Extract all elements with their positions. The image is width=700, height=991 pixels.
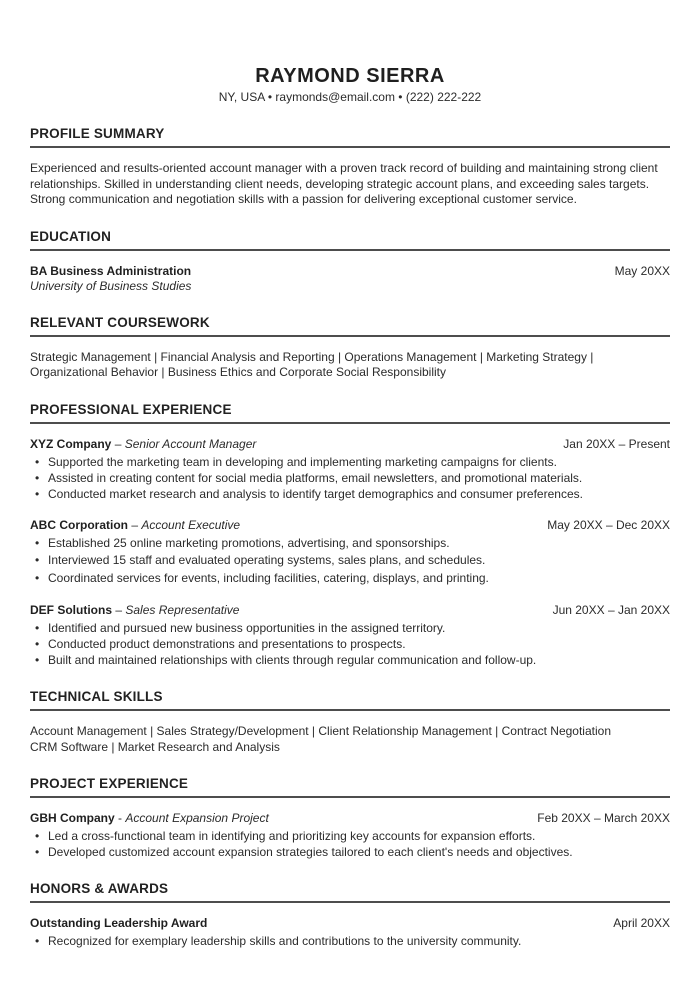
skills-heading: TECHNICAL SKILLS bbox=[30, 689, 670, 711]
bullet-item: • Identified and pursued new business opportunities in the assigned territory. bbox=[30, 620, 670, 636]
section-coursework bbox=[30, 315, 670, 381]
profile-summary-heading: PROFILE SUMMARY bbox=[30, 126, 670, 148]
award-entry bbox=[30, 916, 670, 949]
section-skills bbox=[30, 689, 670, 755]
separator: - bbox=[118, 811, 123, 825]
job-title: Sales Representative bbox=[125, 603, 240, 617]
job-date: May 20XX – Dec 20XX bbox=[547, 517, 670, 532]
company-name: ABC Corporation bbox=[30, 517, 128, 532]
bullet-item: • Assisted in creating content for social media platforms, email newsletters, and promotional materials. bbox=[30, 470, 670, 486]
contact-line: NY, USA • raymonds@email.com • (222) 222-222 bbox=[218, 90, 482, 104]
degree-name: BA Business Administration bbox=[30, 263, 192, 278]
section-experience bbox=[30, 402, 670, 669]
project-bullets bbox=[30, 828, 670, 860]
job-date: Jan 20XX – Present bbox=[563, 436, 670, 451]
honors-heading: HONORS & AWARDS bbox=[30, 881, 670, 903]
project-title: Account Expansion Project bbox=[125, 811, 269, 825]
education-entry bbox=[30, 264, 670, 294]
coursework-line: Organizational Behavior | Business Ethics and Corporate Social Responsibility bbox=[30, 365, 446, 379]
job-title: Account Executive bbox=[141, 517, 241, 532]
bullet-item: • Coordinated services for events, including facilities, catering, displays, and printing. bbox=[30, 570, 670, 588]
bullet-item: • Developed customized account expansion strategies tailored to each client's needs and objectives. bbox=[30, 844, 670, 860]
separator: – bbox=[115, 603, 123, 617]
job-entry bbox=[30, 603, 670, 668]
company-name: XYZ Company bbox=[30, 436, 112, 451]
job-entry bbox=[30, 518, 670, 588]
award-name: Outstanding Leadership Award bbox=[30, 916, 208, 930]
education-heading: EDUCATION bbox=[30, 229, 670, 251]
bullet-item: • Built and maintained relationships with clients through regular communication and follow-up. bbox=[30, 652, 670, 668]
projects-heading: PROJECT EXPERIENCE bbox=[30, 776, 670, 798]
experience-heading: PROFESSIONAL EXPERIENCE bbox=[30, 402, 670, 424]
education-date: May 20XX bbox=[614, 263, 670, 278]
job-bullets bbox=[30, 620, 670, 668]
bullet-item: • Established 25 online marketing promotions, advertising, and sponsorships. bbox=[30, 535, 670, 553]
resume-header bbox=[30, 64, 670, 105]
coursework-line: Strategic Management | Financial Analysis and Reporting | Operations Management | Marketing Strategy | bbox=[30, 349, 594, 364]
candidate-name: RAYMOND SIERRA bbox=[255, 65, 445, 87]
bullet-item: • Conducted product demonstrations and presentations to prospects. bbox=[30, 636, 670, 652]
project-company: GBH Company bbox=[30, 811, 115, 825]
job-title: Senior Account Manager bbox=[124, 436, 257, 451]
section-projects bbox=[30, 776, 670, 860]
award-bullets bbox=[30, 933, 670, 949]
bullet-item: • Recognized for exemplary leadership skills and contributions to the university community. bbox=[30, 933, 670, 949]
job-bullets bbox=[30, 454, 670, 502]
separator: – bbox=[114, 436, 122, 451]
project-entry bbox=[30, 811, 670, 860]
job-bullets bbox=[30, 535, 670, 588]
section-education bbox=[30, 229, 670, 294]
job-date: Jun 20XX – Jan 20XX bbox=[552, 603, 670, 617]
bullet-item: • Conducted market research and analysis to identify target demographics and consumer preferences. bbox=[30, 486, 670, 502]
award-date: April 20XX bbox=[613, 916, 670, 930]
school-name: University of Business Studies bbox=[30, 278, 192, 293]
company-name: DEF Solutions bbox=[30, 603, 112, 617]
skills-line: CRM Software | Market Research and Analysis bbox=[30, 739, 280, 754]
section-honors bbox=[30, 881, 670, 949]
separator: – bbox=[131, 517, 139, 532]
job-entry bbox=[30, 437, 670, 502]
bullet-item: • Interviewed 15 staff and evaluated operating systems, sales plans, and schedules. bbox=[30, 552, 670, 570]
bullet-item: • Supported the marketing team in developing and implementing marketing campaigns for clients. bbox=[30, 454, 670, 470]
skills-line: Account Management | Sales Strategy/Development | Client Relationship Management | Contract Negotiation bbox=[30, 724, 611, 738]
profile-summary-text: Experienced and results-oriented account manager with a proven track record of building and maintaining strong client relationships. Skilled in understanding client needs, developing strategic account plans, and exceeding sales targets. Strong communication and negotiation skills with a passion for delivering exceptional customer service. bbox=[30, 161, 658, 206]
project-date: Feb 20XX – March 20XX bbox=[537, 811, 670, 825]
coursework-heading: RELEVANT COURSEWORK bbox=[30, 315, 670, 337]
section-profile-summary bbox=[30, 126, 670, 208]
bullet-item: • Led a cross-functional team in identifying and prioritizing key accounts for expansion efforts. bbox=[30, 828, 670, 844]
